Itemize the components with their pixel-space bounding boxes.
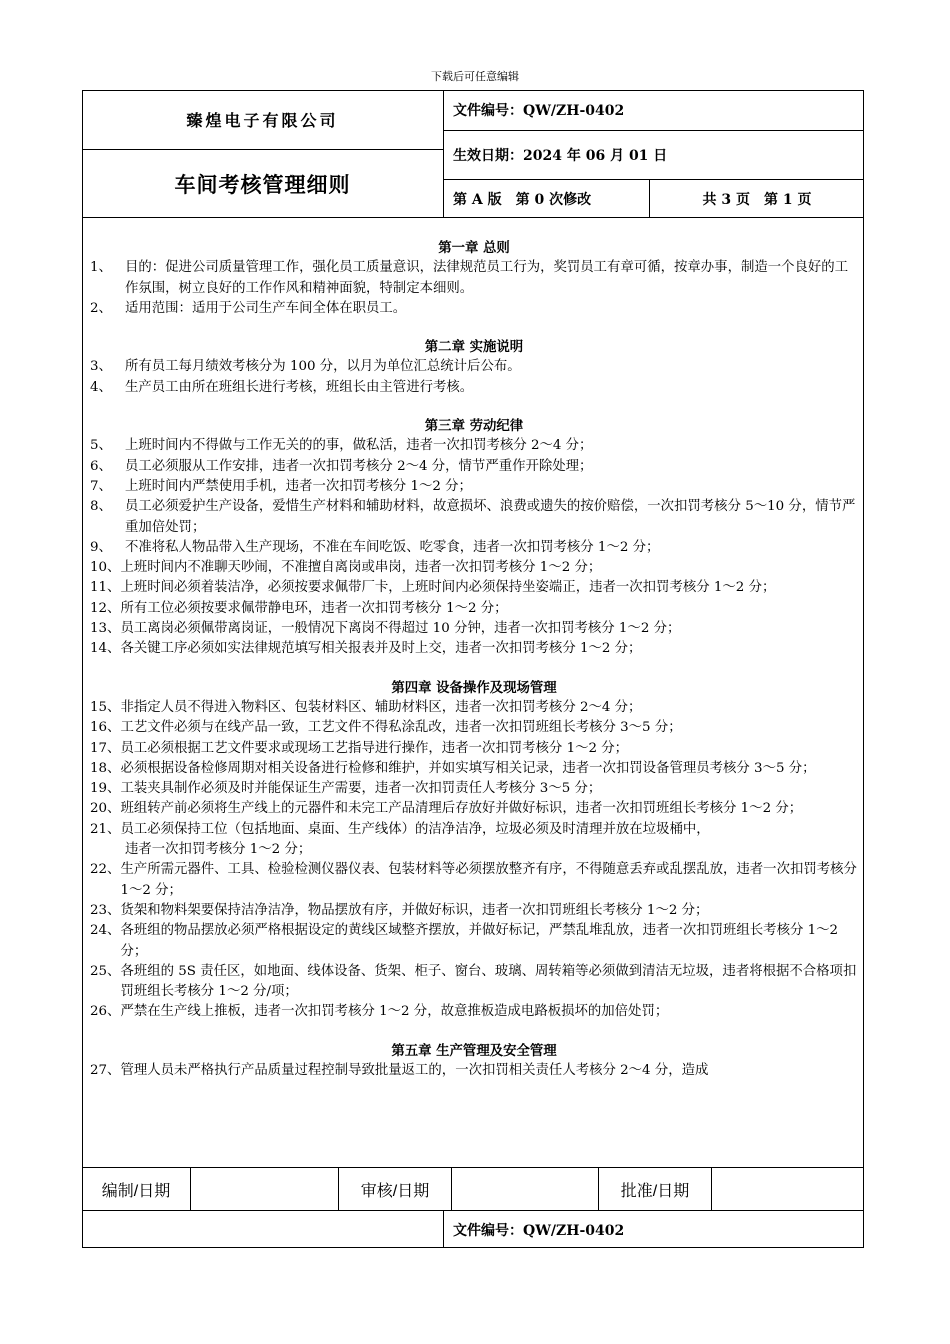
list-item [90, 820, 858, 840]
item-continuation: 违者一次扣罚考核分 1～2 分； [125, 842, 312, 858]
item-text: 员工必须根据工艺文件要求或现场工艺指导进行操作，违者一次扣罚考核分 1～2 分； [120, 740, 629, 756]
item-text: 各关键工序必须如实法律规范填写相关报表并及时上交，违者一次扣罚考核分 1～2 分； [120, 641, 642, 657]
document-title: 车间考核管理细则 [174, 171, 351, 197]
prepared-by-label: 编制/日期 [101, 1182, 171, 1200]
list-item [90, 457, 858, 477]
file-number: 文件编号：QW/ZH-0402 [453, 103, 625, 119]
item-number: 7、 [90, 478, 112, 494]
item-number: 5、 [90, 438, 112, 454]
item-text: 适用范围：适用于公司生产车间全体在职员工。 [125, 300, 407, 316]
item-text: 各班组的物品摆放必须严格根据设定的黄线区域整齐摆放，并做好标记，严禁乱堆乱放，违者一次扣罚班组长考核分 1～2 分； [120, 923, 839, 959]
list-item [90, 962, 858, 1003]
list-item [90, 718, 858, 738]
reviewed-by-field[interactable] [452, 1168, 598, 1210]
item-text: 工艺文件必须与在线产品一致，工艺文件不得私涂乱改，违者一次扣罚班组长考核分 3～5 分； [120, 720, 682, 736]
approved-by-label: 批准/日期 [620, 1182, 690, 1200]
list-item [90, 558, 858, 578]
item-number: 1、 [90, 260, 112, 276]
item-number: 9、 [90, 539, 112, 555]
item-number: 20、 [90, 801, 121, 817]
list-item [90, 1061, 858, 1081]
item-text: 货架和物料架要保持洁净洁净，物品摆放有序，并做好标识，违者一次扣罚班组长考核分 1～2 分； [120, 902, 709, 918]
chapter-heading: 第三章 劳动纪律 [424, 418, 524, 435]
chapter-heading: 第二章 实施说明 [424, 339, 524, 356]
item-text: 目的：促进公司质量管理工作，强化员工质量意识，法律规范员工行为，奖罚员工有章可循，按章办事，制造一个良好的工作氛围，树立良好的工作作风和精神面貌，特制定本细则。 [125, 260, 849, 296]
item-number: 21、 [90, 821, 121, 837]
list-item [90, 860, 858, 901]
item-number: 2、 [90, 300, 112, 316]
reviewed-by-label: 审核/日期 [360, 1182, 430, 1200]
item-number: 18、 [90, 760, 121, 776]
item-number: 13、 [90, 621, 121, 637]
list-item [90, 619, 858, 639]
item-number: 6、 [90, 458, 112, 474]
download-note: 下载后可任意编辑 [431, 70, 519, 83]
list-item [90, 639, 858, 659]
item-number: 26、 [90, 1004, 121, 1020]
item-text: 所有工位必须按要求佩带静电环，违者一次扣罚考核分 1～2 分； [120, 600, 508, 616]
item-text: 上班时间内不准聊天吵闹，不准擅自离岗或串岗，违者一次扣罚考核分 1～2 分； [120, 560, 602, 576]
list-item [90, 477, 858, 497]
item-text: 员工必须服从工作安排，违者一次扣罚考核分 2～4 分，情节严重作开除处理； [125, 458, 593, 474]
item-number: 10、 [90, 560, 121, 576]
company-name: 臻煌电子有限公司 [186, 111, 339, 130]
list-item [90, 759, 858, 779]
item-text: 员工必须保持工位（包括地面、桌面、生产线体）的洁净洁净，垃圾必须及时清理并放在垃圾桶中， [120, 821, 710, 837]
item-number: 22、 [90, 862, 121, 878]
list-item [90, 599, 858, 619]
item-number: 15、 [90, 699, 121, 715]
header-bottom-line [82, 217, 864, 218]
item-number: 19、 [90, 781, 121, 797]
list-item [90, 258, 858, 299]
item-text: 各班组的 5S 责任区，如地面、线体设备、货架、柜子、窗台、玻璃、周转箱等必须做到清洁无垃圾，违者将根据不合格项扣罚班组长考核分 1～2 分/项； [120, 963, 857, 1000]
list-item [90, 497, 858, 538]
page-info: 共 3 页 第 1 页 [702, 191, 812, 208]
item-text: 上班时间必须着装洁净，必须按要求佩带厂卡，上班时间内必须保持坐姿端正，违者一次扣罚考核分 1～2 分； [120, 580, 776, 596]
item-number: 11、 [90, 580, 121, 596]
list-item [90, 799, 858, 819]
item-text: 不准将私人物品带入生产现场，不准在车间吃饭、吃零食，违者一次扣罚考核分 1～2 分； [125, 539, 660, 555]
item-number: 25、 [90, 963, 121, 979]
list-item [90, 538, 858, 558]
list-item [90, 901, 858, 921]
document-body [90, 238, 858, 1166]
prepared-by-field[interactable] [191, 1168, 338, 1210]
version-info: 第 A 版 第 0 次修改 [453, 191, 592, 208]
item-number: 14、 [90, 641, 121, 657]
effective-date: 生效日期：2024 年 06 月 01 日 [453, 148, 668, 164]
item-text: 生产所需元器件、工具、检验检测仪器仪表、包装材料等必须摆放整齐有序，不得随意丢弃或乱摆乱放，违者一次扣罚考核分 1～2 分； [120, 862, 857, 898]
item-text: 班组转产前必须将生产线上的元器件和未完工产品清理后存放好并做好标识，违者一次扣罚班组长考核分 1～2 分； [120, 801, 803, 817]
item-number: 23、 [90, 902, 121, 918]
item-text: 员工离岗必须佩带离岗证，一般情况下离岗不得超过 10 分钟，违者一次扣罚考核分 1～2 分； [120, 621, 681, 637]
list-item [90, 739, 858, 759]
item-number: 8、 [90, 499, 112, 515]
item-text: 上班时间内严禁使用手机，违者一次扣罚考核分 1～2 分； [125, 478, 472, 494]
list-item [90, 779, 858, 799]
item-text: 工装夹具制作必须及时并能保证生产需要，违者一次扣罚责任人考核分 3～5 分； [120, 781, 602, 797]
list-item [90, 921, 858, 962]
list-item [90, 578, 858, 598]
chapter-heading: 第四章 设备操作及现场管理 [391, 679, 557, 696]
list-item [90, 299, 858, 319]
item-number: 4、 [90, 379, 112, 395]
item-text: 管理人员未严格执行产品质量过程控制导致批量返工的，一次扣罚相关责任人考核分 2～4 分，造成 [120, 1062, 709, 1078]
item-number: 16、 [90, 720, 121, 736]
item-text: 严禁在生产线上推板，违者一次扣罚考核分 1～2 分，故意推板造成电路板损坏的加倍处罚； [120, 1004, 669, 1020]
item-text: 员工必须爱护生产设备，爱惜生产材料和辅助材料，故意损坏、浪费或遗失的按价赔偿，一次扣罚考核分 5～10 分，情节严重加倍处罚； [125, 499, 856, 535]
approved-by-field[interactable] [712, 1168, 864, 1210]
item-text: 所有员工每月绩效考核分为 100 分，以月为单位汇总统计后公布。 [125, 359, 521, 375]
chapter-heading: 第一章 总则 [438, 240, 510, 256]
list-item [90, 378, 858, 398]
item-number: 27、 [90, 1062, 121, 1078]
list-item [90, 436, 858, 456]
item-number: 3、 [90, 359, 112, 375]
item-text: 生产员工由所在班组长进行考核，班组长由主管进行考核。 [125, 379, 474, 395]
chapter-heading: 第五章 生产管理及安全管理 [391, 1042, 557, 1059]
list-item [90, 698, 858, 718]
footer-file-number: 文件编号：QW/ZH-0402 [453, 1222, 625, 1239]
item-number: 24、 [90, 923, 121, 939]
list-item [90, 1002, 858, 1022]
item-text: 上班时间内不得做与工作无关的的事，做私活，违者一次扣罚考核分 2～4 分； [125, 438, 593, 454]
item-number: 12、 [90, 600, 121, 616]
item-text: 必须根据设备检修周期对相关设备进行检修和维护，并如实填写相关记录，违者一次扣罚设备管理员考核分 3～5 分； [120, 760, 816, 776]
item-text: 非指定人员不得进入物料区、包装材料区、辅助材料区，违者一次扣罚考核分 2～4 分； [120, 699, 642, 715]
item-number: 17、 [90, 740, 121, 756]
list-item [90, 357, 858, 377]
